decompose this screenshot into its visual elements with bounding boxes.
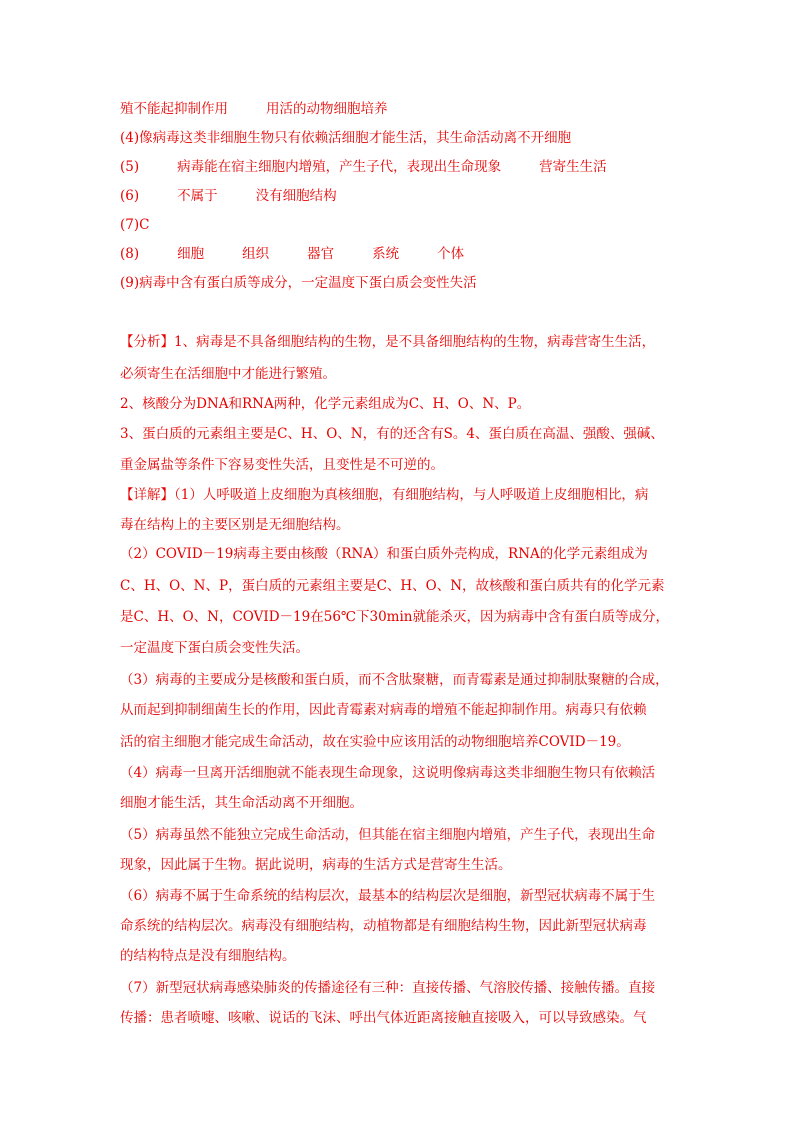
answer-6-part2: 没有细胞结构 [255,188,337,204]
detail-line-14: （6）病毒不属于生命系统的结构层次，最基本的结构层次是细胞，新型冠状病毒不属于生 [120,888,656,904]
answer-8-item: 器官 [307,246,335,262]
detail-line-13: 现象，因此属于生物。据此说明，病毒的生活方式是营寄生生活。 [120,857,512,873]
detail-line-18: 传播：患者喷嚏、咳嗽、说话的飞沫、呼出气体近距离接触直接吸入，可以导致感染。气 [120,1010,647,1026]
answer-8-item: 细胞 [177,246,205,262]
analysis-line-4: 3、蛋白质的元素组主要是C、H、O、N，有的还含有S。4、蛋白质在高温、强酸、强碱、 [120,426,664,442]
answer-3-part1: 殖不能起抑制作用 [120,101,228,117]
answer-5-line [120,157,690,177]
answer-5-part1: 病毒能在宿主细胞内增殖，产生子代，表现出生命现象 [177,159,502,175]
analysis-text: 1、病毒是不具备细胞结构的生物，是不具备细胞结构的生物，病毒营寄生生活， [174,334,656,350]
detail-line-5: 是C、H、O、N，COVID－19在56℃下30min就能杀灭，因为病毒中含有蛋白质等成分， [120,609,669,625]
detail-line-11: 细胞才能生活，其生命活动离不开细胞。 [120,795,363,811]
answer-8-number: (8) [120,246,140,262]
answer-5-part2: 营寄生生活 [539,159,607,175]
analysis-line-2: 必须寄生在活细胞中才能进行繁殖。 [120,366,336,382]
answer-6-line [120,186,690,206]
answer-8-item: 个体 [437,246,465,262]
answer-8-line [120,244,690,264]
detail-line-8: 从而起到抑制细菌生长的作用，因此青霉素对病毒的增殖不能起抑制作用。病毒只有依赖 [120,702,647,718]
detail-text: （1）人呼吸道上皮细胞为真核细胞，有细胞结构，与人呼吸道上皮细胞相比，病 [174,487,649,503]
detail-line-1 [120,485,690,505]
detail-line-12: （5）病毒虽然不能独立完成生命活动，但其能在宿主细胞内增殖，产生子代，表现出生命 [120,827,656,843]
answer-4-line: (4)像病毒这类非细胞生物只有依赖活细胞才能生活，其生命活动离不开细胞 [120,130,572,146]
analysis-line-5: 重金属盐等条件下容易变性失活，且变性是不可逆的。 [120,457,444,473]
analysis-tag: 【分析】 [120,334,174,350]
answer-5-number: (5) [120,159,140,175]
answer-3-part2: 用活的动物细胞培养 [266,101,388,117]
analysis-line-3: 2、核酸分为DNA和RNA两种，化学元素组成为C、H、O、N、P。 [120,396,531,412]
answer-8-item: 系统 [372,246,400,262]
detail-line-9: 活的宿主细胞才能完成生命活动，故在实验中应该用活的动物细胞培养COVID－19。 [120,734,630,750]
detail-line-16: 的结构特点是没有细胞结构。 [120,948,296,964]
detail-line-15: 命系统的结构层次。病毒没有细胞结构，动植物都是有细胞结构生物，因此新型冠状病毒 [120,918,647,934]
answer-9-line: (9)病毒中含有蛋白质等成分，一定温度下蛋白质会变性失活 [120,275,477,291]
detail-line-2: 毒在结构上的主要区别是无细胞结构。 [120,517,350,533]
answer-8-item: 组织 [242,246,270,262]
detail-line-10: （4）病毒一旦离开活细胞就不能表现生命现象，这说明像病毒这类非细胞生物只有依赖活 [120,765,656,781]
detail-line-4: C、H、O、N、P，蛋白质的元素组主要是C、H、O、N，故核酸和蛋白质共有的化学元素 [120,578,665,594]
answer-3-line [120,99,690,119]
analysis-line-1 [120,332,690,352]
answer-6-number: (6) [120,188,140,204]
detail-line-3: （2）COVID－19病毒主要由核酸（RNA）和蛋白质外壳构成，RNA的化学元素组成为 [120,546,648,562]
detail-line-17: （7）新型冠状病毒感染肺炎的传播途径有三种：直接传播、气溶胶传播、接触传播。直接 [120,980,656,996]
answer-6-part1: 不属于 [177,188,218,204]
answer-7-line: (7)C [120,217,150,233]
detail-line-7: （3）病毒的主要成分是核酸和蛋白质，而不含肽聚糖，而青霉素是通过抑制肽聚糖的合成， [120,672,669,688]
detail-line-6: 一定温度下蛋白质会变性失活。 [120,640,309,656]
detail-tag: 【详解】 [120,487,174,503]
